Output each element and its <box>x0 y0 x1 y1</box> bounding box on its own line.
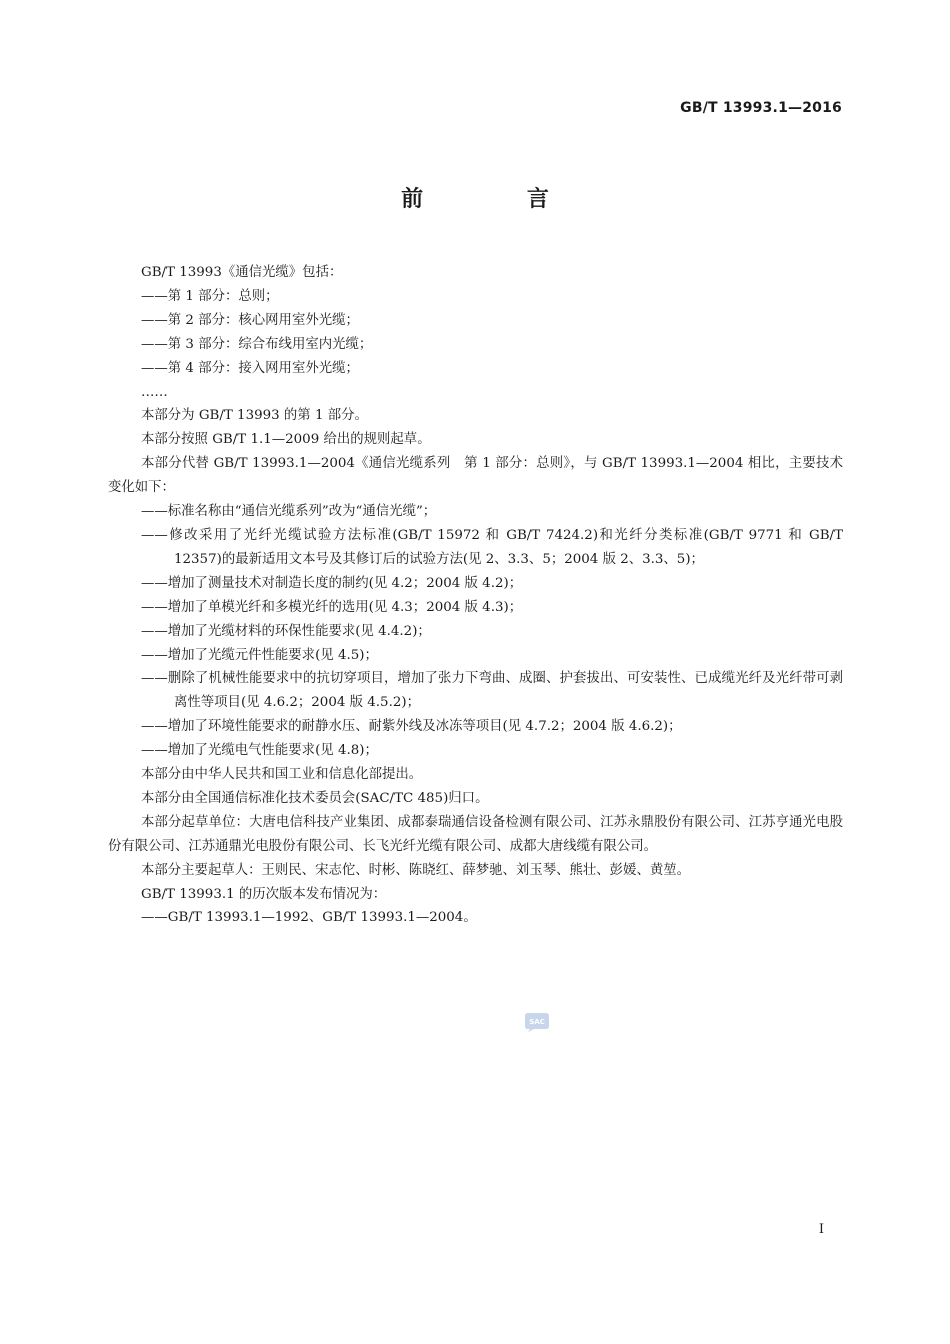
header-standard-code: GB/T 13993.1—2016 <box>680 100 842 116</box>
list-item: ——增加了光缆元件性能要求(见 4.5)； <box>141 647 378 663</box>
list-item: ——删除了机械性能要求中的抗切穿项目，增加了张力下弯曲、成圈、护套拔出、可安装性、已成缆光纤及光纤带可剥离性等项目(见 4.6.2；2004 版 4.5.2)； <box>141 671 843 711</box>
list-item: ——第 3 部分：综合布线用室内光缆； <box>141 336 373 352</box>
foreword-content <box>108 261 843 930</box>
paragraph: 本部分代替 GB/T 13993.1—2004《通信光缆系列 第 1 部分：总则》，与 GB/T 13993.1—2004 相比，主要技术变化如下： <box>108 456 843 496</box>
paragraph: 本部分起草单位：大唐电信科技产业集团、成都泰瑞通信设备检测有限公司、江苏永鼎股份有限公司、江苏亨通光电股份有限公司、江苏通鼎光电股份有限公司、长飞光纤光缆有限公司、成都大唐线缆有限公司。 <box>108 814 843 854</box>
paragraph: GB/T 13993.1 的历次版本发布情况为： <box>141 886 387 902</box>
list-item: ——增加了环境性能要求的耐静水压、耐紫外线及冰冻等项目(见 4.7.2；2004 版 4.6.2)； <box>141 719 682 735</box>
paragraph: …… <box>141 384 168 400</box>
list-item: ——修改采用了光纤光缆试验方法标准(GB/T 15972 和 GB/T 7424.2)和光纤分类标准(GB/T 9771 和 GB/T 12357)的最新适用文本号及其修订后的试验方法(见 2、3.3、5；2004 版 2、3.3、5)； <box>141 527 843 567</box>
paragraph: 本部分由全国通信标准化技术委员会(SAC/TC 485)归口。 <box>141 790 489 806</box>
list-item: ——第 4 部分：接入网用室外光缆； <box>141 360 359 376</box>
list-item: ——第 1 部分：总则； <box>141 288 279 304</box>
paragraph: 本部分主要起草人：王则民、宋志佗、时彬、陈晓红、薛梦驰、刘玉琴、熊壮、彭媛、黄堃。 <box>141 862 691 878</box>
list-item: ——第 2 部分：核心网用室外光缆； <box>141 312 359 328</box>
list-item: ——增加了测量技术对制造长度的制约(见 4.2；2004 版 4.2)； <box>141 575 523 591</box>
paragraph: 本部分按照 GB/T 1.1—2009 给出的规则起草。 <box>141 432 431 448</box>
page-number: I <box>818 1222 824 1237</box>
list-item: ——标准名称由“通信光缆系列”改为“通信光缆”； <box>141 504 437 520</box>
list-item: ——增加了光缆材料的环保性能要求(见 4.4.2)； <box>141 623 431 639</box>
page-title: 前 言 <box>401 187 597 212</box>
paragraph: 本部分由中华人民共和国工业和信息化部提出。 <box>141 767 423 783</box>
paragraph: 本部分为 GB/T 13993 的第 1 部分。 <box>141 408 368 424</box>
watermark-label: SAC <box>529 1018 545 1026</box>
list-item: ——增加了单模光纤和多模光纤的选用(见 4.3；2004 版 4.3)； <box>141 599 523 615</box>
list-item: ——GB/T 13993.1—1992、GB/T 13993.1—2004。 <box>141 910 477 926</box>
list-item: ——增加了光缆电气性能要求(见 4.8)； <box>141 743 378 759</box>
paragraph: GB/T 13993《通信光缆》包括： <box>141 265 343 280</box>
sac-watermark-icon <box>524 1010 550 1032</box>
